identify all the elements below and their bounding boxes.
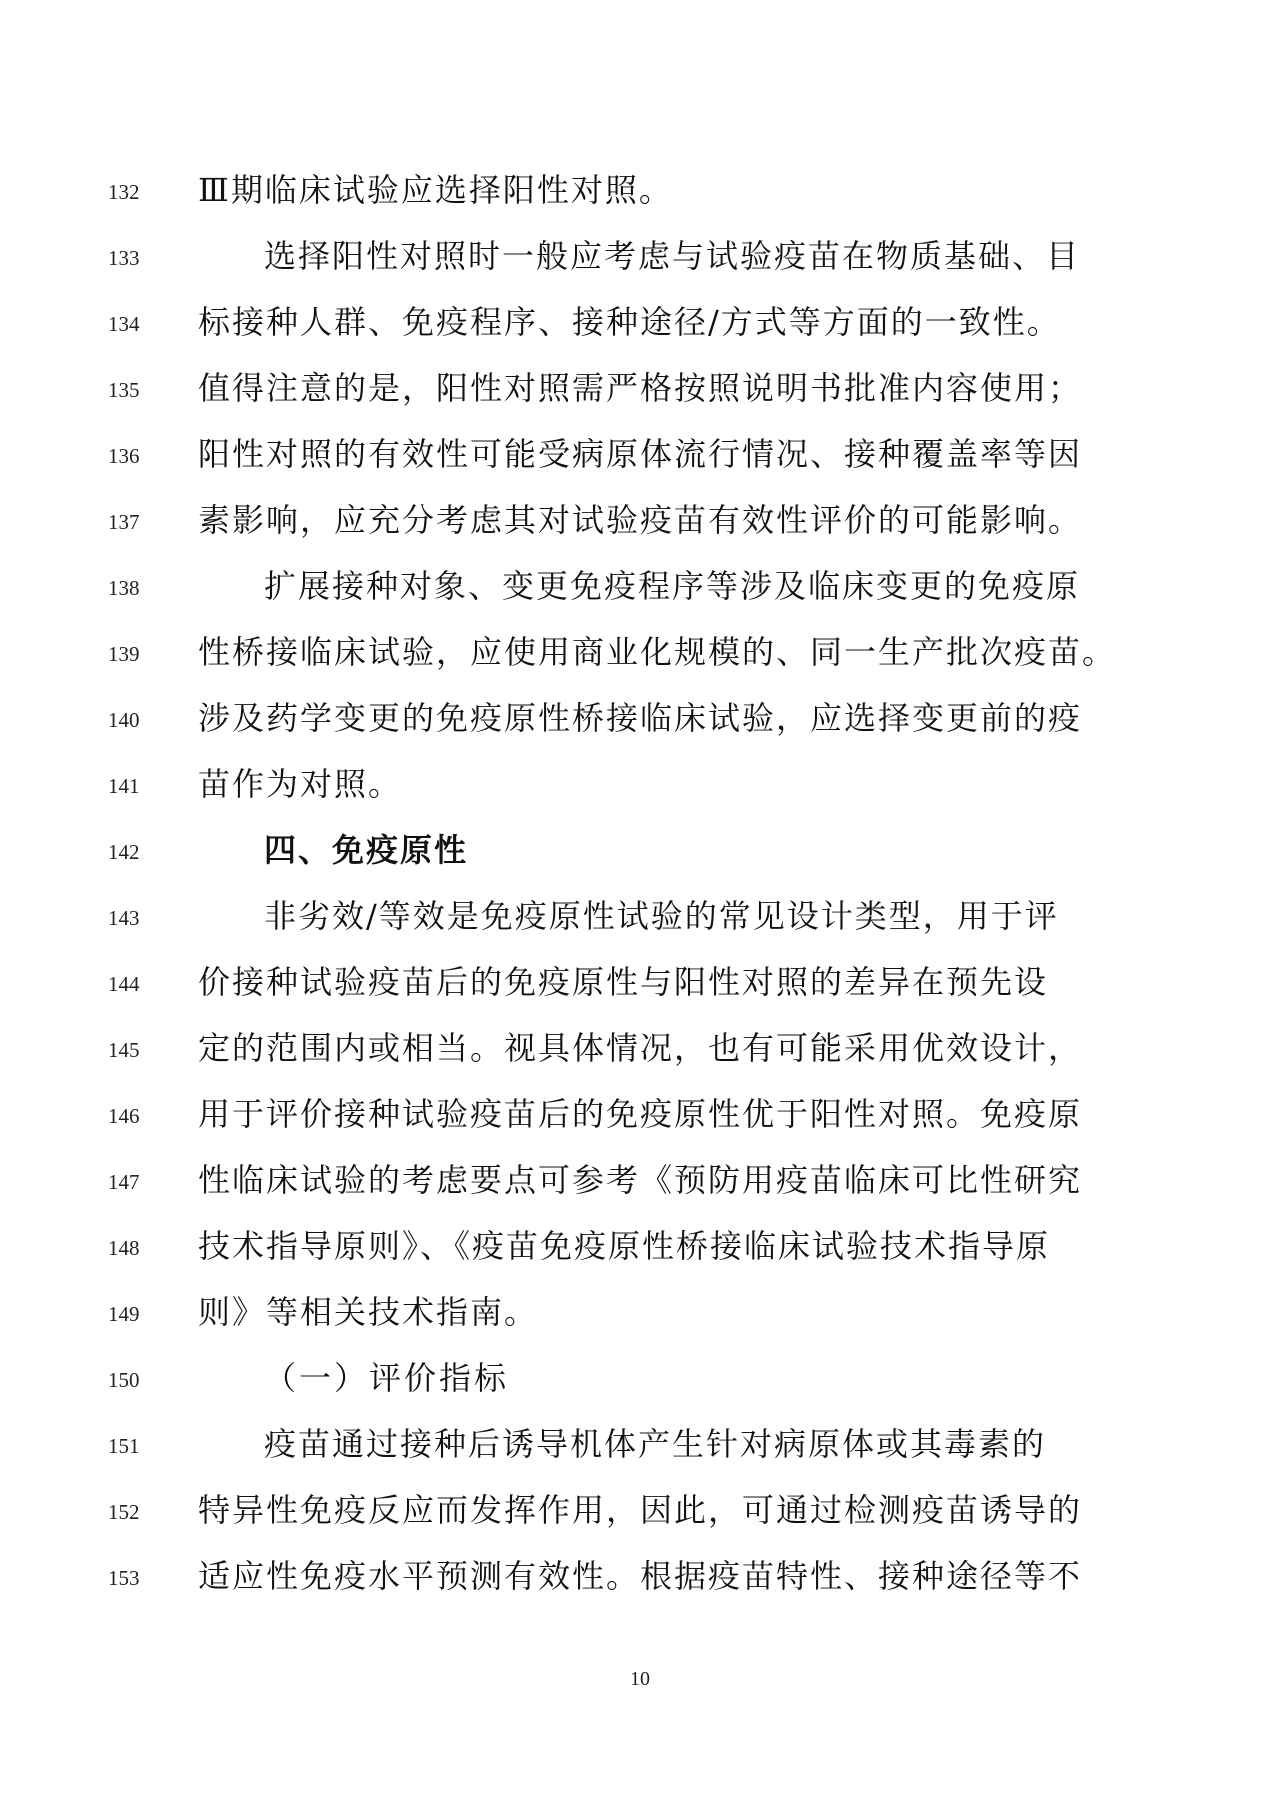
text-line [0, 1546, 1280, 1606]
paragraph-text: 性临床试验的考虑要点可参考《预防用疫苗临床可比性研究 [198, 1161, 1083, 1199]
line-number: 144 [108, 972, 140, 996]
line-number: 135 [108, 378, 140, 402]
text-line [0, 622, 1280, 682]
line-number: 137 [108, 510, 140, 534]
paragraph-text: 性桥接临床试验，应使用商业化规模的、同一生产批次疫苗。 [198, 633, 1117, 671]
paragraph-text: 涉及药学变更的免疫原性桥接临床试验，应选择变更前的疫 [198, 699, 1083, 737]
line-number: 134 [108, 312, 140, 336]
paragraph-text: 适应性免疫水平预测有效性。根据疫苗特性、接种途径等不 [198, 1557, 1083, 1595]
page-number: 10 [630, 1668, 650, 1690]
paragraph-text: 定的范围内或相当。视具体情况，也有可能采用优效设计， [198, 1029, 1083, 1067]
line-number: 142 [108, 840, 140, 864]
paragraph-text: 非劣效/等效是免疫原性试验的常见设计类型，用于评 [264, 897, 1059, 935]
text-line [0, 1150, 1280, 1210]
paragraph-text: Ⅲ期临床试验应选择阳性对照。 [198, 171, 673, 209]
line-number: 132 [108, 180, 140, 204]
paragraph-text: 值得注意的是，阳性对照需严格按照说明书批准内容使用； [198, 369, 1083, 407]
text-line [0, 688, 1280, 748]
line-number: 147 [108, 1170, 140, 1194]
line-number: 143 [108, 906, 140, 930]
paragraph-text: 特异性免疫反应而发挥作用，因此，可通过检测疫苗诱导的 [198, 1491, 1083, 1529]
line-number: 146 [108, 1104, 140, 1128]
paragraph-text: 则》等相关技术指南。 [198, 1293, 539, 1331]
text-line [0, 1018, 1280, 1078]
text-line [0, 556, 1280, 616]
line-number: 139 [108, 642, 140, 666]
text-line [0, 1414, 1280, 1474]
text-line [0, 754, 1280, 814]
line-number: 150 [108, 1368, 140, 1392]
text-line [0, 1348, 1280, 1408]
line-number: 133 [108, 246, 140, 270]
paragraph-text: 素影响，应充分考虑其对试验疫苗有效性评价的可能影响。 [198, 501, 1083, 539]
paragraph-text: 标接种人群、免疫程序、接种途径/方式等方面的一致性。 [198, 303, 1061, 341]
paragraph-text: 苗作为对照。 [198, 765, 403, 803]
line-number: 152 [108, 1500, 140, 1524]
line-number: 151 [108, 1434, 140, 1458]
line-number: 153 [108, 1566, 140, 1590]
text-line [0, 952, 1280, 1012]
text-line [0, 358, 1280, 418]
text-line [0, 820, 1280, 880]
line-number: 136 [108, 444, 140, 468]
text-line [0, 490, 1280, 550]
text-line [0, 292, 1280, 352]
text-line [0, 886, 1280, 946]
paragraph-text: 选择阳性对照时一般应考虑与试验疫苗在物质基础、目 [264, 237, 1081, 275]
text-line [0, 1480, 1280, 1540]
paragraph-text: 价接种试验疫苗后的免疫原性与阳性对照的差异在预先设 [198, 963, 1049, 1001]
line-number: 148 [108, 1236, 140, 1260]
paragraph-text: 扩展接种对象、变更免疫程序等涉及临床变更的免疫原 [264, 567, 1081, 605]
paragraph-text: 用于评价接种试验疫苗后的免疫原性优于阳性对照。免疫原 [198, 1095, 1083, 1133]
text-line [0, 226, 1280, 286]
text-line [0, 160, 1280, 220]
paragraph-text: 技术指导原则》、《疫苗免疫原性桥接临床试验技术指导原 [198, 1227, 1051, 1265]
text-line [0, 1216, 1280, 1276]
line-number: 141 [108, 774, 140, 798]
paragraph-text: 阳性对照的有效性可能受病原体流行情况、接种覆盖率等因 [198, 435, 1083, 473]
line-number: 149 [108, 1302, 140, 1326]
text-line [0, 1084, 1280, 1144]
line-number: 140 [108, 708, 140, 732]
text-line [0, 424, 1280, 484]
paragraph-text: 疫苗通过接种后诱导机体产生针对病原体或其毒素的 [264, 1425, 1047, 1463]
line-number: 145 [108, 1038, 140, 1062]
text-line [0, 1282, 1280, 1342]
line-number: 138 [108, 576, 140, 600]
subsection-heading: （一）评价指标 [264, 1359, 510, 1397]
section-heading: 四、免疫原性 [264, 831, 469, 869]
